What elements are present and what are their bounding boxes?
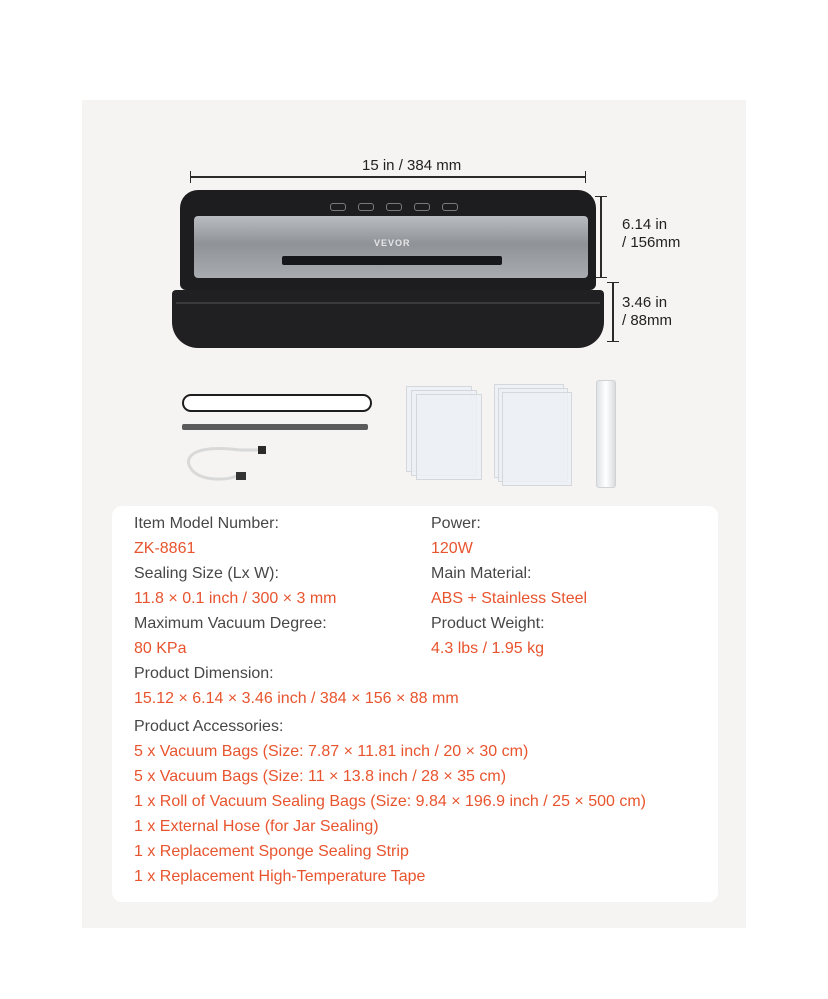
model-label: Item Model Number: xyxy=(134,515,279,532)
sealing-gasket-image xyxy=(182,394,372,412)
sealer-base xyxy=(172,290,604,348)
vacuum-degree-value: 80 KPa xyxy=(134,640,187,657)
accessories-label: Product Accessories: xyxy=(134,718,284,735)
base-height-label-line1: 3.46 in xyxy=(622,294,668,311)
sealing-size-value: 11.8 × 0.1 inch / 300 × 3 mm xyxy=(134,590,337,607)
model-value: ZK-8861 xyxy=(134,540,196,557)
height-dimension-label-line2: / 156mm xyxy=(622,234,681,251)
dimension-value: 15.12 × 6.14 × 3.46 inch / 384 × 156 × 88 mm xyxy=(134,690,459,707)
brand-logo: VEVOR xyxy=(374,238,411,248)
accessory-item: 1 x Replacement Sponge Sealing Strip xyxy=(134,843,409,860)
sealing-size-label: Sealing Size (Lx W): xyxy=(134,565,279,582)
weight-label: Product Weight: xyxy=(431,615,545,632)
accessory-item: 5 x Vacuum Bags (Size: 7.87 × 11.81 inch / 20 × 30 cm) xyxy=(134,743,529,760)
vacuum-sealer-image xyxy=(172,190,604,350)
viewing-slot xyxy=(282,256,502,265)
bag-roll-image xyxy=(596,380,616,488)
width-dimension-label: 15 in / 384 mm xyxy=(362,157,462,174)
power-value: 120W xyxy=(431,540,473,557)
base-seam xyxy=(176,302,600,304)
vacuum-degree-label: Maximum Vacuum Degree: xyxy=(134,615,327,632)
sponge-strip-image xyxy=(182,424,368,430)
material-value: ABS + Stainless Steel xyxy=(431,590,588,607)
width-dimension-line xyxy=(190,176,586,178)
accessory-item: 5 x Vacuum Bags (Size: 11 × 13.8 inch / 28 × 35 cm) xyxy=(134,768,507,785)
dimension-label: Product Dimension: xyxy=(134,665,274,682)
accessory-item: 1 x External Hose (for Jar Sealing) xyxy=(134,818,379,835)
base-height-dimension-line xyxy=(612,282,614,342)
sealer-lid xyxy=(180,190,596,290)
control-buttons xyxy=(330,198,490,212)
power-label: Power: xyxy=(431,515,481,532)
material-label: Main Material: xyxy=(431,565,532,582)
steel-panel xyxy=(194,216,588,278)
height-dimension-label-line1: 6.14 in xyxy=(622,216,668,233)
accessory-item: 1 x Roll of Vacuum Sealing Bags (Size: 9.84 × 196.9 inch / 25 × 500 cm) xyxy=(134,793,646,810)
base-height-label-line2: / 88mm xyxy=(622,312,673,329)
external-hose-image xyxy=(182,438,282,484)
weight-value: 4.3 lbs / 1.95 kg xyxy=(431,640,544,657)
accessory-item: 1 x Replacement High-Temperature Tape xyxy=(134,868,426,885)
